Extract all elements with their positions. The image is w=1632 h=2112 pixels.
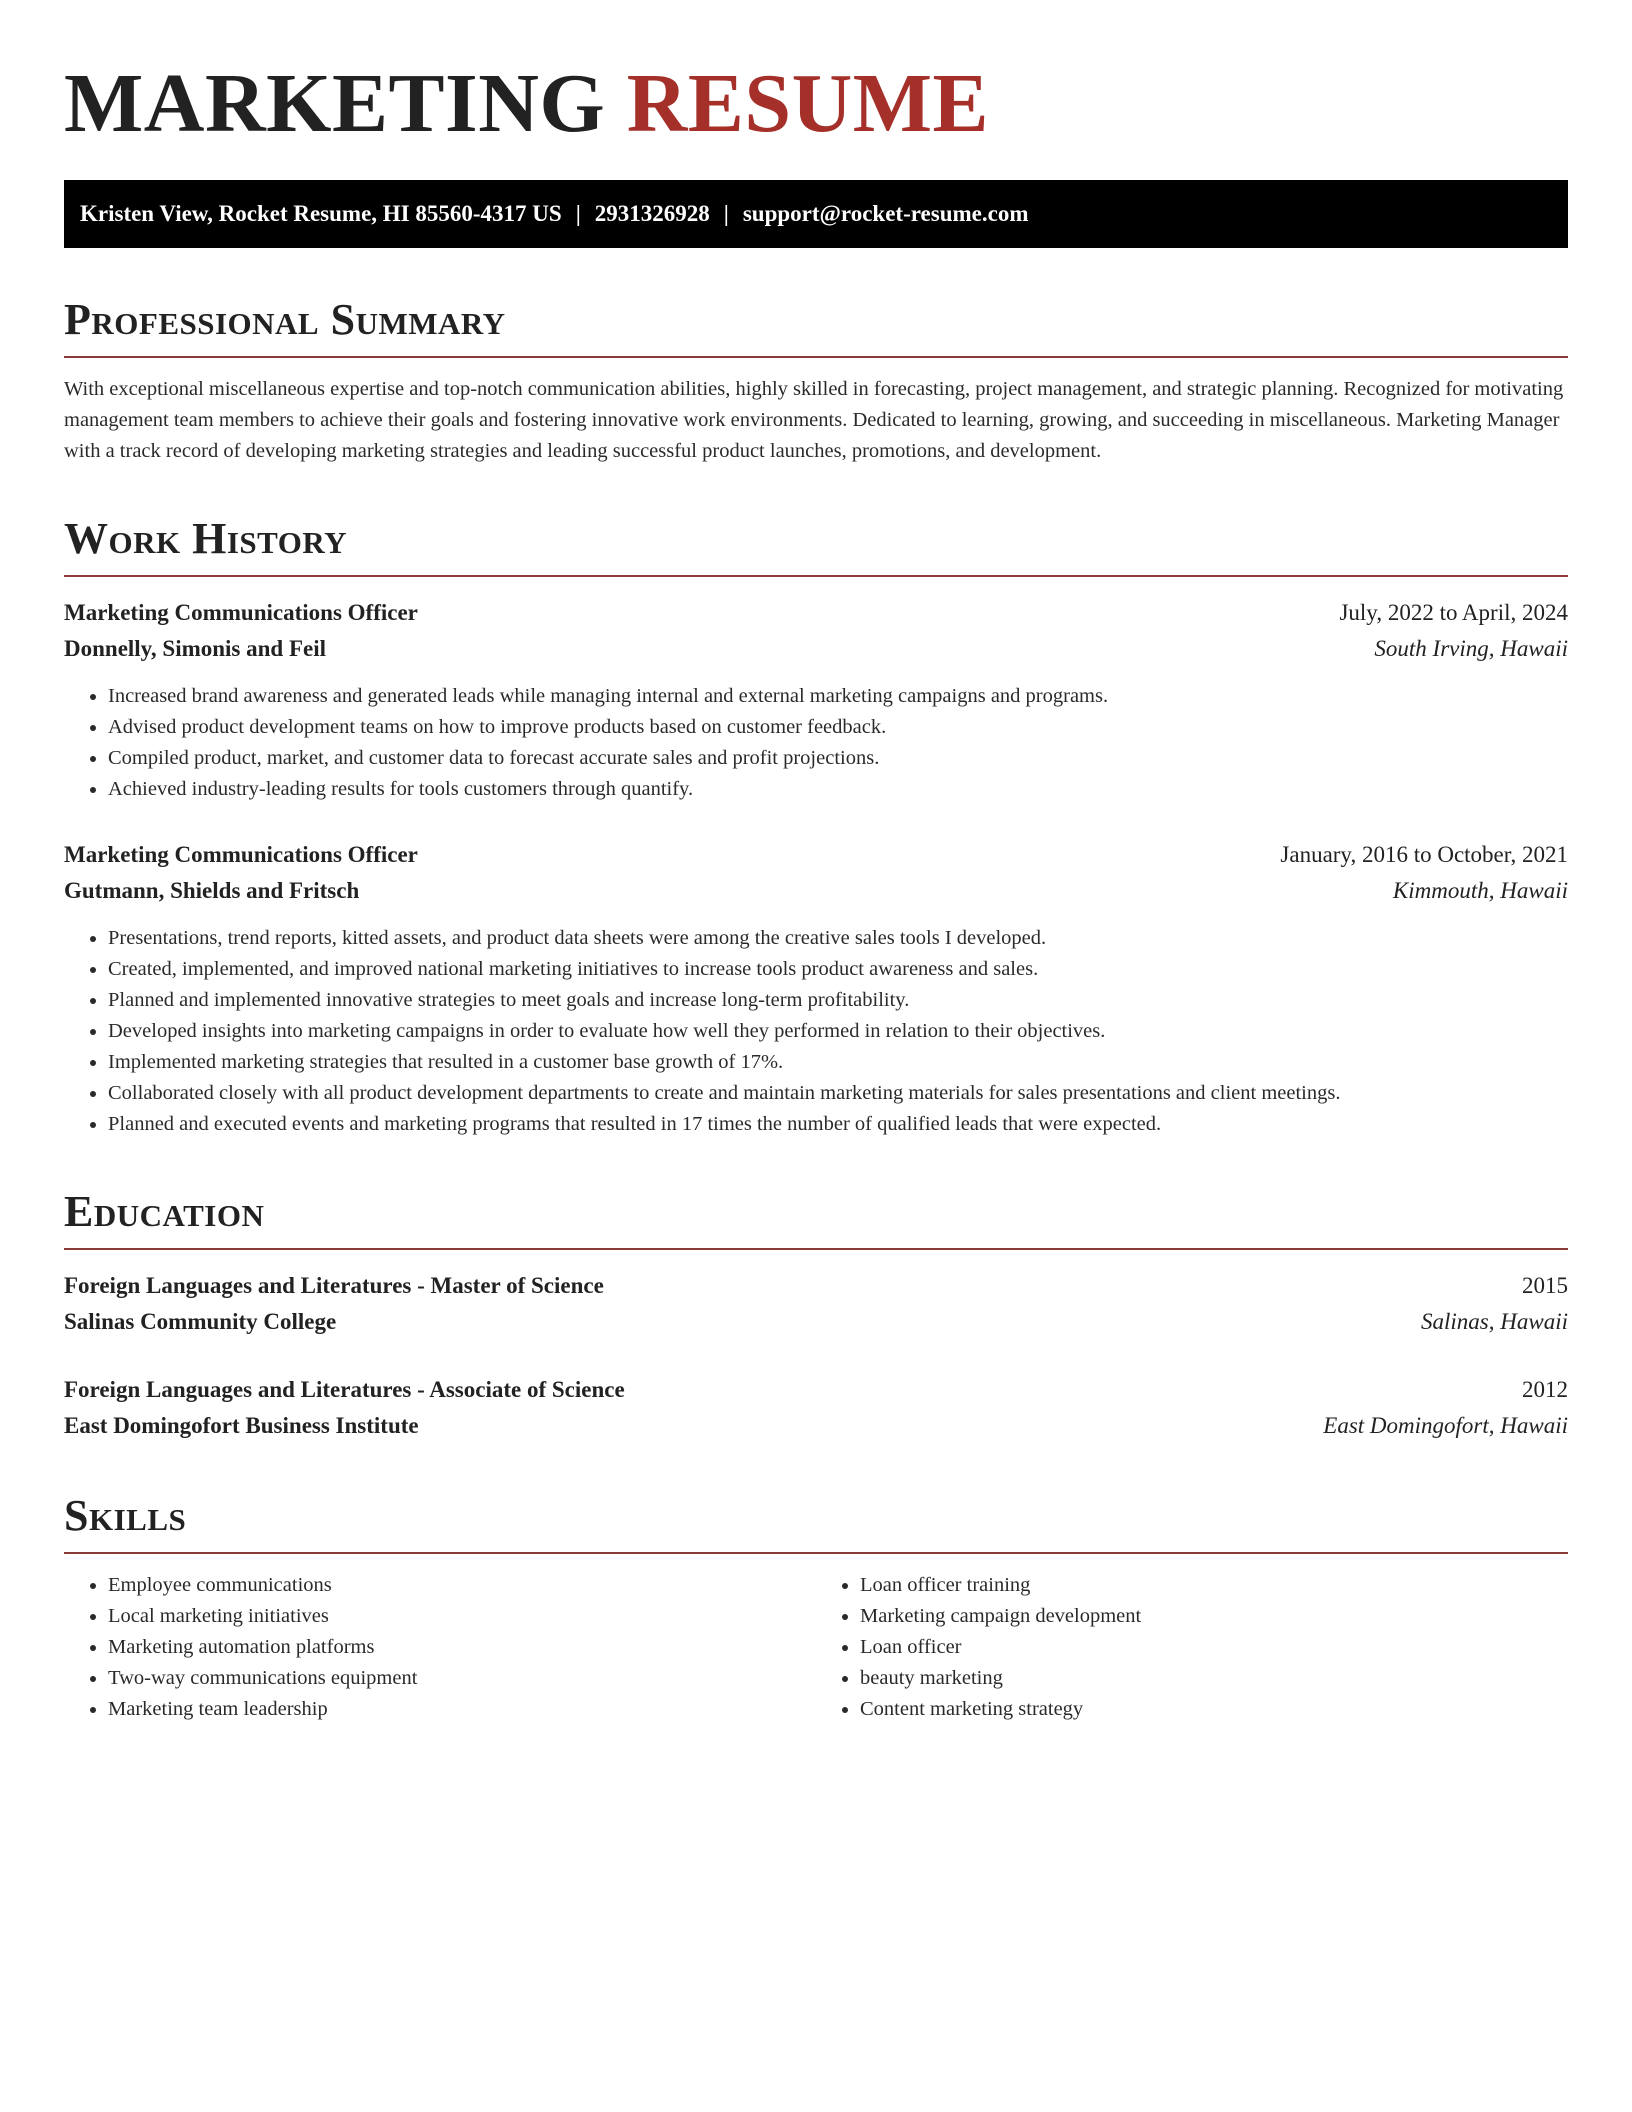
contact-address: Kristen View, Rocket Resume, HI 85560-4317 US: [80, 201, 562, 226]
job-bullet: • Implemented marketing strategies that resulted in a customer base growth of 17%.: [108, 1047, 1568, 1078]
skill-item: • Employee communications: [108, 1570, 816, 1601]
education-entry: [64, 1268, 1568, 1340]
education-location: East Domingofort, Hawaii: [1323, 1413, 1568, 1438]
contact-bar: [64, 180, 1568, 248]
education-school: Salinas Community College: [64, 1309, 337, 1334]
job-entry: [64, 837, 1568, 1140]
contact-separator: |: [723, 201, 729, 226]
job-company-row: [64, 873, 1568, 909]
job-company-row: [64, 631, 1568, 667]
skills-section: [64, 1490, 1568, 1725]
summary-section: [64, 294, 1568, 467]
job-bullet: • Planned and implemented innovative strategies to meet goals and increase long-term profitability.: [108, 985, 1568, 1016]
job-dates: July, 2022 to April, 2024: [1339, 600, 1568, 625]
summary-text: With exceptional miscellaneous expertise and top-notch communication abilities, highly skilled in forecasting, project management, and strategic planning. Recognized for motivating management team members to achieve their goals and fostering innovative work environments. Dedicated to learning, growing, and succeeding in miscellaneous. Marketing Manager with a track record of developing marketing strategies and leading successful product launches, promotions, and development.: [64, 378, 1564, 462]
contact-phone: 2931326928: [594, 201, 710, 226]
education-entry: [64, 1372, 1568, 1444]
skill-item: • Local marketing initiatives: [108, 1601, 816, 1632]
education-location: Salinas, Hawaii: [1421, 1309, 1568, 1334]
job-company: Gutmann, Shields and Fritsch: [64, 878, 360, 903]
title-first-word: MARKETING: [64, 57, 606, 150]
job-bullet: • Created, implemented, and improved national marketing initiatives to increase tools product awareness and sales.: [108, 954, 1568, 985]
job-bullets: [64, 681, 1568, 805]
job-company: Donnelly, Simonis and Feil: [64, 636, 327, 661]
skills-list-left: [64, 1570, 816, 1725]
skill-item: • beauty marketing: [860, 1663, 1568, 1694]
contact-separator: |: [575, 201, 581, 226]
education-degree-row: [64, 1372, 1568, 1408]
job-bullet: • Compiled product, market, and customer data to forecast accurate sales and profit projections.: [108, 743, 1568, 774]
education-school-row: [64, 1304, 1568, 1340]
job-header-row: [64, 595, 1568, 631]
education-school: East Domingofort Business Institute: [64, 1413, 419, 1438]
work-history-heading: Work History: [64, 513, 1568, 577]
job-bullets: [64, 923, 1568, 1140]
job-bullet: • Collaborated closely with all product development departments to create and maintain marketing materials for sales presentations and client meetings.: [108, 1078, 1568, 1109]
skills-heading: Skills: [64, 1490, 1568, 1554]
education-year: 2015: [1522, 1273, 1568, 1298]
skills-list-right: [816, 1570, 1568, 1725]
title-second-word: RESUME: [626, 57, 990, 150]
skill-item: • Content marketing strategy: [860, 1694, 1568, 1725]
job-role: Marketing Communications Officer: [64, 842, 418, 867]
job-location: Kimmouth, Hawaii: [1392, 878, 1568, 903]
work-history-section: [64, 513, 1568, 1140]
job-bullet: • Achieved industry-leading results for tools customers through quantify.: [108, 774, 1568, 805]
job-location: South Irving, Hawaii: [1374, 636, 1568, 661]
contact-email: support@rocket-resume.com: [742, 201, 1029, 226]
education-school-row: [64, 1408, 1568, 1444]
job-bullet: • Planned and executed events and marketing programs that resulted in 17 times the number of qualified leads that were expected.: [108, 1109, 1568, 1140]
education-section: [64, 1186, 1568, 1444]
job-header-row: [64, 837, 1568, 873]
job-bullet: • Presentations, trend reports, kitted assets, and product data sheets were among the creative sales tools I developed.: [108, 923, 1568, 954]
education-year: 2012: [1522, 1377, 1568, 1402]
job-dates: January, 2016 to October, 2021: [1280, 842, 1568, 867]
resume-title: [64, 56, 1568, 152]
job-bullet: • Increased brand awareness and generated leads while managing internal and external marketing campaigns and programs.: [108, 681, 1568, 712]
education-degree: Foreign Languages and Literatures - Master of Science: [64, 1273, 604, 1298]
job-bullet: • Advised product development teams on how to improve products based on customer feedback.: [108, 712, 1568, 743]
job-bullet: • Developed insights into marketing campaigns in order to evaluate how well they performed in relation to their objectives.: [108, 1016, 1568, 1047]
job-entry: [64, 595, 1568, 805]
education-degree: Foreign Languages and Literatures - Associate of Science: [64, 1377, 625, 1402]
education-degree-row: [64, 1268, 1568, 1304]
skills-columns: [64, 1570, 1568, 1725]
summary-heading: Professional Summary: [64, 294, 1568, 358]
skill-item: • Marketing team leadership: [108, 1694, 816, 1725]
skill-item: • Marketing campaign development: [860, 1601, 1568, 1632]
skill-item: • Loan officer training: [860, 1570, 1568, 1601]
education-heading: Education: [64, 1186, 1568, 1250]
skill-item: • Loan officer: [860, 1632, 1568, 1663]
job-role: Marketing Communications Officer: [64, 600, 418, 625]
skill-item: • Two-way communications equipment: [108, 1663, 816, 1694]
skill-item: • Marketing automation platforms: [108, 1632, 816, 1663]
